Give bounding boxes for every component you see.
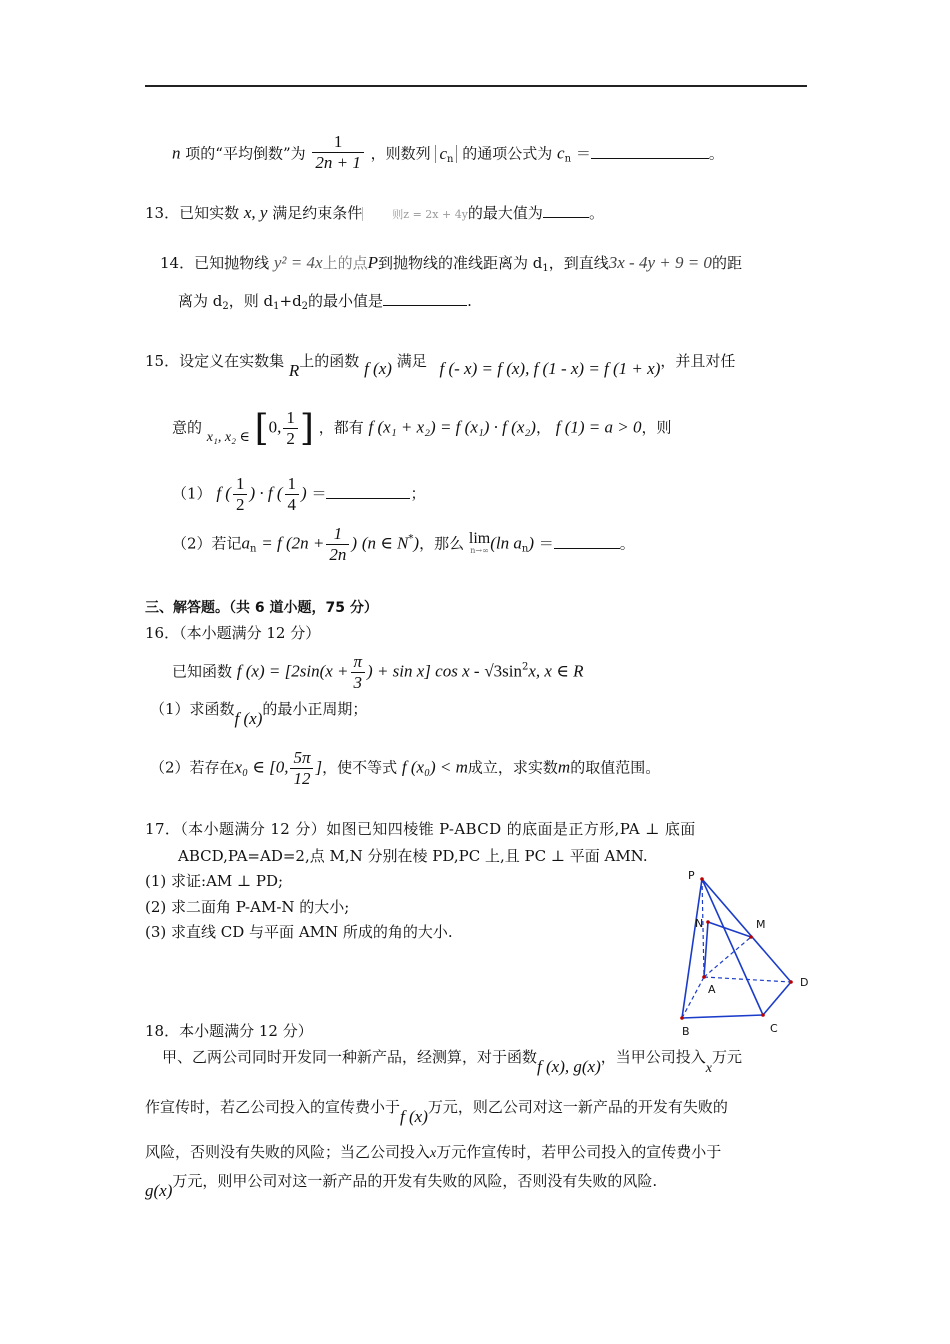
text: 已知函数 — [172, 662, 233, 681]
f-open: f ( — [216, 483, 231, 503]
text: 的最小值是 — [308, 292, 384, 310]
fx-def: f (x) = [2sin(x + — [236, 661, 349, 681]
problem-17-q3: (3) 求直线 CD 与平面 AMN 所成的角的大小. — [145, 923, 453, 941]
problem-16-header — [145, 622, 320, 643]
f-dot: ) · f ( — [249, 483, 283, 503]
fraction-5pi-12 — [290, 748, 313, 789]
end: . — [467, 292, 472, 310]
text: ，到直线 — [548, 254, 609, 272]
vertex-C — [761, 1013, 765, 1017]
label-P: P — [688, 869, 695, 882]
set-r: R — [288, 361, 300, 380]
label-D: D — [800, 976, 809, 989]
header-rule — [145, 85, 807, 87]
multiplicative-property: f (x₁ + x₂) = f (x₁) · f (x₂) — [368, 417, 536, 437]
text: 的最小正周期； — [262, 700, 368, 718]
fraction-pi-3 — [351, 652, 366, 693]
problem-17-line1: 17．（本小题满分 12 分）如图已知四棱锥 P-ABCD 的底面是正方形,PA ⊥ 底面 — [145, 820, 696, 838]
text: 万元，则甲公司对这一新产品的开发有失败的风险，否则没有失败的风险. — [172, 1172, 658, 1190]
text: 满足约束条件 — [272, 204, 363, 222]
vertex-A — [702, 975, 706, 979]
cn: c — [557, 143, 565, 163]
edge-PD — [702, 879, 791, 982]
var-x: x — [430, 1146, 437, 1161]
gx: g(x) — [145, 1181, 173, 1200]
label-B: B — [682, 1025, 690, 1038]
problem-18-line4 — [145, 1141, 721, 1162]
answer-blank-13[interactable] — [543, 203, 589, 218]
numerator: 5π — [290, 748, 313, 769]
sub: n — [521, 543, 529, 555]
denominator: 4 — [287, 495, 297, 514]
problem-15-part2 — [172, 524, 635, 565]
edge-PB — [682, 879, 702, 1018]
text: ，都有 — [318, 418, 364, 437]
text: 成立，求实数 — [467, 758, 558, 777]
numerator: 1 — [283, 408, 298, 429]
sub: 2 — [222, 301, 229, 312]
numerator: π — [351, 652, 366, 673]
numerator: 1 — [312, 132, 363, 153]
denominator: 2n — [329, 545, 347, 564]
parabola-eq: y² = 4x — [273, 253, 323, 272]
text: 的通项公式为 — [462, 144, 553, 163]
lim-body: (ln a — [490, 533, 522, 553]
problem-16-function — [172, 652, 583, 693]
note: （本小题满分 12 分） — [179, 624, 321, 642]
text: 满足 — [396, 352, 427, 370]
faint-objective: 则z = 2x + 4y — [392, 208, 468, 221]
problem-17-line2: ABCD,PA=AD=2,点 M,N 分别在棱 PD,PC 上,且 PC ⊥ 平面 AMN. — [178, 847, 648, 865]
problem-number: 15． — [145, 352, 180, 370]
sub: 1 — [273, 301, 280, 312]
numerator: 1 — [285, 474, 300, 495]
limit-operator — [468, 529, 491, 557]
edge-BC — [682, 1015, 763, 1018]
section-3-title: 三、解答题。（共 6 道小题，75 分） — [145, 600, 378, 616]
problem-17-q1: (1) 求证:AM ⊥ PD; — [145, 872, 284, 890]
text: 已知抛物线 — [194, 254, 270, 272]
var-m: m — [557, 757, 571, 777]
text: 上的函数 — [299, 352, 360, 370]
problem-number: 16． — [145, 624, 180, 642]
label: （1） — [172, 484, 212, 503]
lim-sub: n→∞ — [470, 545, 489, 555]
text: 已知实数 — [179, 204, 240, 222]
problem-16-part2 — [150, 748, 660, 789]
problem-15-part1 — [172, 474, 426, 515]
text: 作宣传时，若乙公司投入的宣传费小于 — [145, 1098, 401, 1116]
text: 万元作宣传时，若甲公司投入的宣传费小于 — [436, 1143, 722, 1161]
star: * — [408, 533, 414, 545]
problem-12-continuation — [172, 134, 724, 175]
fx: f (x) — [364, 359, 392, 378]
denominator: 2 — [286, 429, 295, 448]
label: （2）若记 — [172, 534, 242, 553]
problem-17-q2: (2) 求二面角 P-AM-N 的大小; — [145, 898, 350, 916]
text: ，则 d — [228, 292, 274, 310]
end: ； — [410, 484, 426, 503]
sub: n — [250, 543, 257, 555]
sub: n — [447, 153, 454, 165]
fx-rest: ) + sin x] cos x - — [367, 661, 480, 681]
text: ，使不等式 — [322, 758, 398, 777]
problem-16-part1 — [150, 698, 368, 728]
end: 。 — [619, 534, 635, 553]
text: +d — [279, 292, 302, 310]
an: a — [241, 533, 251, 553]
close: ] — [315, 757, 323, 777]
text: ，那么 — [419, 534, 465, 553]
label-A: A — [708, 983, 716, 996]
x0-interval: x₀ ∈ [0, — [234, 757, 289, 777]
f-close: ) — [301, 483, 307, 503]
text: ， — [535, 418, 551, 437]
text: 万元 — [711, 1048, 742, 1066]
text: 上的点 — [322, 254, 368, 272]
symmetry-conditions: f (- x) = f (x), f (1 - x) = f (1 + x) — [439, 359, 661, 378]
equals: ＝ — [538, 534, 554, 553]
fx-end: x, x ∈ R — [528, 661, 584, 681]
equals: ＝ — [575, 144, 591, 163]
text: ，则 — [641, 418, 672, 437]
edge-NM — [708, 922, 751, 937]
denominator: 12 — [293, 769, 311, 788]
close: ) — [413, 533, 420, 553]
end: 。 — [708, 144, 724, 163]
problem-14-line2 — [178, 290, 472, 312]
text: ，当甲公司投入 — [600, 1048, 706, 1066]
problem-18-line5 — [145, 1170, 658, 1200]
text: ，则数列 — [370, 144, 431, 163]
an-def: = f (2n + — [261, 533, 325, 553]
fx: f (x) — [400, 1107, 428, 1126]
answer-blank-15-1[interactable] — [326, 484, 410, 499]
f1-value: f (1) = a > 0 — [555, 417, 642, 437]
point-p: P — [367, 253, 378, 272]
vertex-P — [700, 877, 704, 881]
pyramid-figure — [668, 865, 818, 1040]
x1-x2: x₁, x₂ ∈ — [206, 429, 250, 445]
var-n: n — [172, 143, 181, 163]
vertex-N — [706, 920, 710, 924]
line-eq: 3x - 4y + 9 = 0 — [608, 253, 712, 272]
text: （1）求函数 — [150, 700, 235, 718]
sub: 1 — [542, 263, 549, 274]
answer-blank-14[interactable] — [383, 291, 467, 306]
fraction-quarter — [285, 474, 300, 515]
sqrt3: √3 — [484, 661, 503, 681]
problem-15-line2 — [172, 408, 672, 449]
problem-18-header: 18．本小题满分 12 分） — [145, 1022, 313, 1040]
close: ) — [351, 533, 358, 553]
fraction-1-over-2n1 — [312, 132, 363, 173]
problem-number: 13． — [145, 204, 180, 222]
n-cond: (n ∈ N — [361, 533, 409, 553]
close: ) — [528, 533, 534, 553]
lim: lim — [468, 529, 491, 547]
edge-NA — [704, 922, 708, 977]
sin: sin — [502, 661, 523, 681]
constraint-brace-faint — [362, 207, 392, 221]
vars: x, y — [243, 203, 268, 222]
seq-c: c — [439, 143, 448, 163]
vertex-B — [680, 1016, 684, 1020]
problem-number: 14． — [160, 254, 195, 272]
bracket-left: [ — [254, 408, 269, 449]
edge-CD — [763, 982, 791, 1015]
sup: 2 — [522, 661, 529, 673]
text: 的最大值为 — [467, 204, 543, 222]
denominator: 2n + 1 — [315, 153, 361, 172]
fx-gx: f (x), g(x) — [537, 1057, 601, 1076]
problem-15-line1 — [145, 350, 736, 380]
end: 。 — [588, 204, 604, 222]
text: 到抛物线的准线距离为 d — [377, 254, 543, 272]
fraction-1-over-2n — [326, 524, 349, 565]
problem-18-line2 — [162, 1046, 742, 1076]
problem-13 — [145, 202, 604, 223]
vertex-D — [789, 980, 793, 984]
equals: ＝ — [311, 484, 327, 503]
sub: 2 — [301, 301, 309, 312]
fraction-half — [283, 408, 298, 449]
text: 设定义在实数集 — [179, 352, 285, 370]
label-M: M — [756, 918, 766, 931]
text: 的取值范围。 — [570, 758, 661, 777]
bracket-right: ] — [299, 408, 314, 449]
text: 离为 d — [178, 292, 223, 310]
label-N: N — [695, 917, 704, 930]
vertex-M — [749, 935, 753, 939]
text: （2）若存在 — [150, 758, 235, 777]
var-x: x — [705, 1061, 712, 1076]
numerator: 1 — [326, 524, 349, 545]
label-C: C — [770, 1022, 778, 1035]
denominator: 3 — [353, 673, 363, 692]
fx: f (x) — [234, 709, 263, 728]
problem-14-line1 — [160, 252, 742, 274]
text: 的距 — [711, 254, 742, 272]
text: 项的“平均倒数”为 — [185, 144, 306, 163]
inequality: f (x₀) < m — [401, 757, 468, 777]
text: 风险，否则没有失败的风险；当乙公司投入 — [145, 1143, 431, 1161]
answer-blank-12[interactable] — [591, 144, 709, 159]
text: 万元，则乙公司对这一新产品的开发有失败的 — [427, 1098, 728, 1116]
text: ，并且对任 — [660, 352, 736, 370]
fraction-half — [233, 474, 248, 515]
problem-18-line3 — [145, 1096, 728, 1126]
answer-blank-15-2[interactable] — [554, 534, 620, 549]
interval: 0, — [268, 417, 282, 437]
sub: n — [564, 153, 572, 165]
text: 甲、乙两公司同时开发同一种新产品，经测算，对于函数 — [162, 1048, 538, 1066]
text: 意的 — [172, 418, 203, 437]
sequence-braces — [435, 145, 457, 163]
numerator: 1 — [233, 474, 248, 495]
denominator: 2 — [235, 495, 245, 514]
